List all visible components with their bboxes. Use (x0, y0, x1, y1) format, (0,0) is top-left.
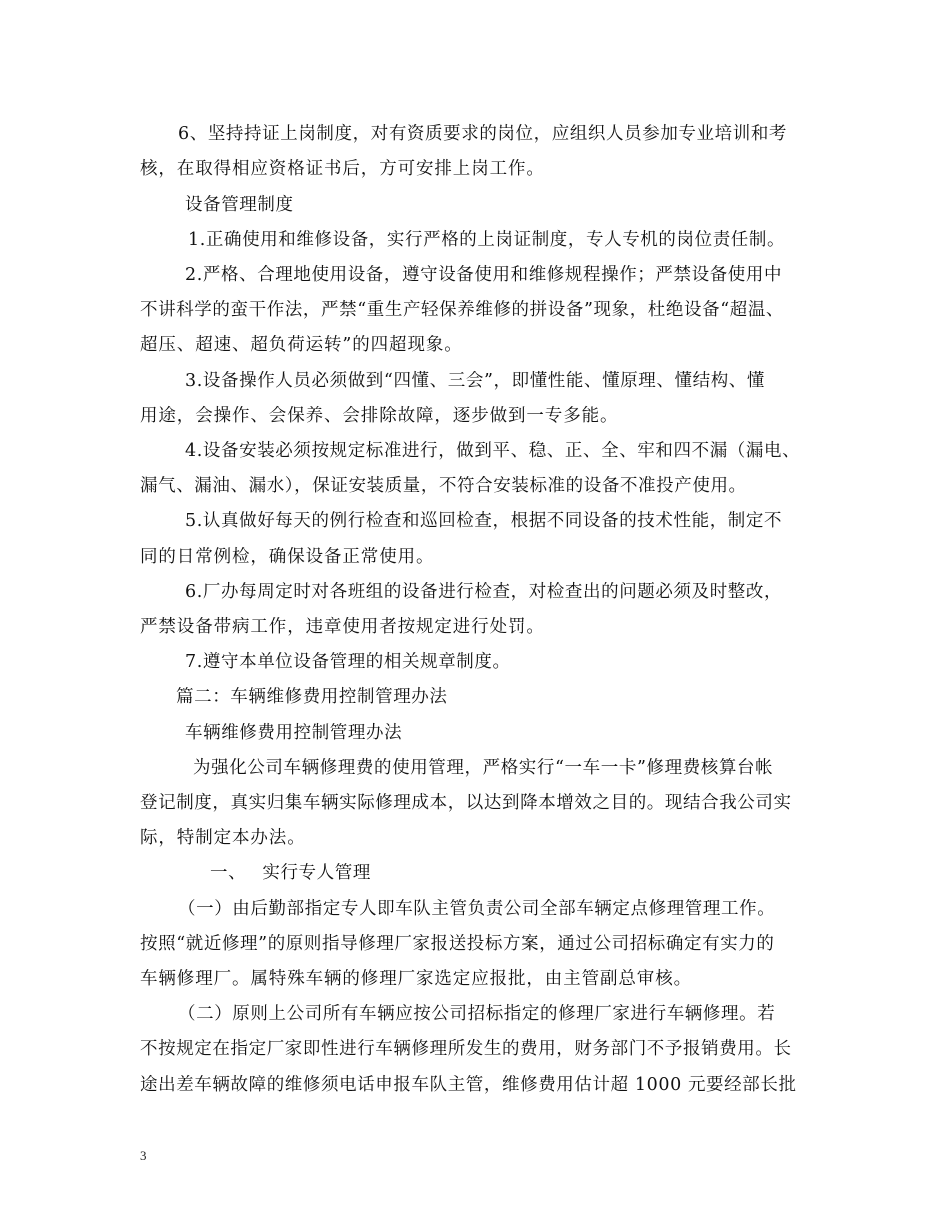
text-line: 核，在取得相应资格证书后，方可安排上岗工作。 (140, 159, 545, 179)
text-line: 严禁设备带病工作，违章使用者按规定进行处罚。 (140, 617, 545, 637)
text-line: 按照“就近修理”的原则指导修理厂家报送投标方案，通过公司招标确定有实力的 (140, 934, 775, 954)
text-line: （一）由后勤部指定专人即车队主管负责公司全部车辆定点修理管理工作。 (178, 899, 776, 919)
text-line: 7.遵守本单位设备管理的相关规章制度。 (185, 652, 511, 672)
text-line: 登记制度，真实归集车辆实际修理成本，以达到降本增效之目的。现结合我公司实 (140, 793, 792, 813)
text-line: 车辆修理厂。属特殊车辆的修理厂家选定应报批，由主管副总审核。 (140, 969, 692, 989)
text-line: 5.认真做好每天的例行检查和巡回检查，根据不同设备的技术性能，制定不 (185, 511, 783, 531)
text-line: 不讲科学的蛮干作法，严禁“重生产轻保养维修的拼设备”现象，杜绝设备“超温、 (140, 300, 785, 320)
text-line: 为强化公司车辆修理费的使用管理，严格实行“一车一卡”修理费核算台帐 (193, 758, 774, 778)
text-line: 同的日常例检，确保设备正常使用。 (140, 547, 435, 567)
text-line: 不按规定在指定厂家即性进行车辆修理所发生的费用，财务部门不予报销费用。长 (140, 1039, 792, 1059)
section-heading: 一、 实行专人管理 (210, 863, 371, 883)
page-number: 3 (140, 1148, 147, 1163)
text-line: 漏气、漏油、漏水），保证安装质量，不符合安装标准的设备不准投产使用。 (140, 476, 747, 496)
chapter-heading: 篇二：车辆维修费用控制管理办法 (176, 687, 448, 707)
text-line: 6.厂办每周定时对各班组的设备进行检查，对检查出的问题必须及时整改， (185, 582, 783, 602)
text-line: 4.设备安装必须按规定标准进行，做到平、稳、正、全、牢和四不漏（漏电、 (185, 441, 801, 461)
text-line: 6、坚持持证上岗制度，对有资质要求的岗位，应组织人员参加专业培训和考 (178, 124, 788, 144)
text-line: （二）原则上公司所有车辆应按公司招标指定的修理厂家进行车辆修理。若 (178, 1004, 776, 1024)
text-line: 3.设备操作人员必须做到“四懂、三会”，即懂性能、懂原理、懂结构、懂 (185, 371, 765, 391)
text-line: 超压、超速、超负荷运转”的四超现象。 (140, 335, 463, 355)
text-line: 2.严格、合理地使用设备，遵守设备使用和维修规程操作；严禁设备使用中 (185, 265, 783, 285)
text-line: 用途，会操作、会保养、会排除故障，逐步做到一专多能。 (140, 406, 619, 426)
section-heading: 车辆维修费用控制管理办法 (185, 723, 403, 743)
text-line: 途出差车辆故障的维修须电话申报车队主管，维修费用估计超 1000 元要经部长批 (140, 1075, 797, 1095)
section-heading: 设备管理制度 (185, 195, 294, 215)
text-line: 际，特制定本办法。 (140, 828, 306, 848)
text-line: 1.正确使用和维修设备，实行严格的上岗证制度，专人专机的岗位责任制。 (188, 230, 786, 250)
